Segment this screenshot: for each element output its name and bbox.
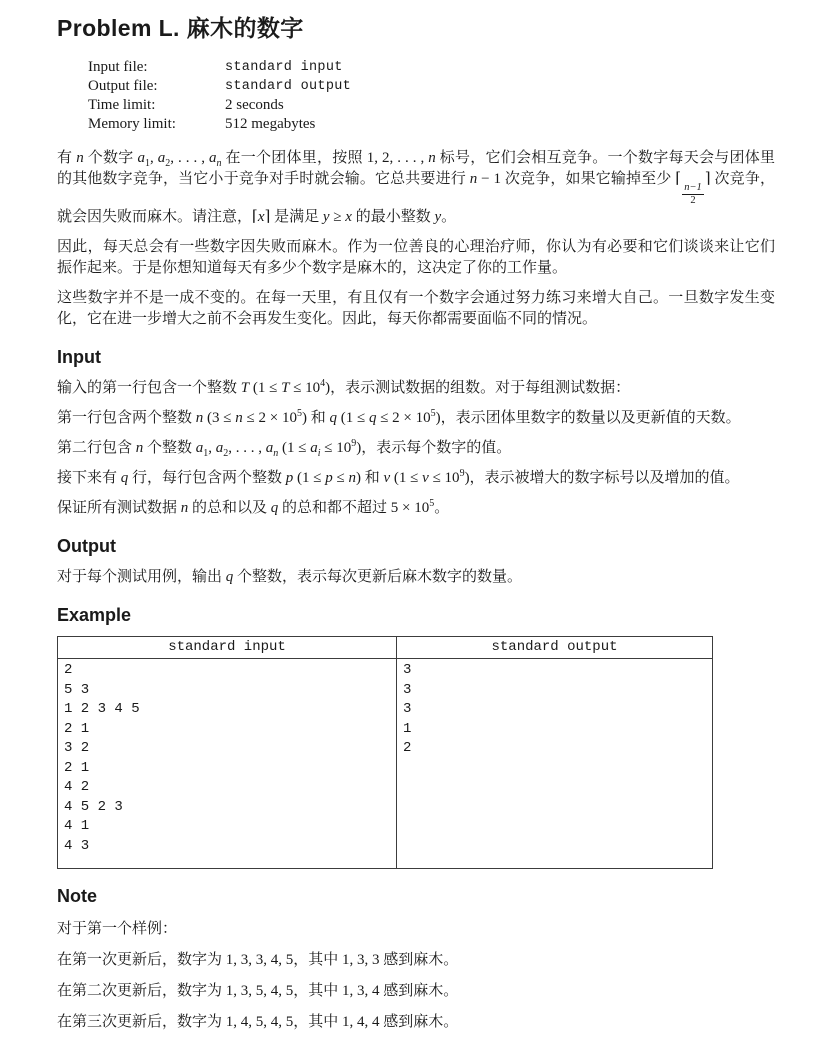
- math-token: 5: [429, 498, 435, 510]
- problem-title: Problem L. 麻木的数字: [57, 15, 304, 41]
- math-token: p: [325, 470, 333, 487]
- math-token: n: [273, 448, 279, 460]
- math-token: a: [215, 440, 224, 457]
- math-token: 4: [320, 378, 326, 390]
- code-line: 4 5 2 3: [64, 798, 123, 815]
- paragraph: 第二行包含 n 个整数 $a_1$, $a_2$, . . . , $a_n$ $(1 \le a_i \le 10^9)$，表示每个数字的值。: [57, 438, 512, 460]
- meta-value: 512 megabytes: [225, 116, 316, 132]
- math-token: p: [285, 470, 294, 487]
- example-table: [57, 636, 713, 869]
- math-token: n: [76, 150, 84, 166]
- meta-label: Time limit:: [88, 97, 156, 113]
- math-token: v: [422, 470, 429, 487]
- math-token: y: [322, 209, 330, 226]
- example-table-header-output: standard output: [397, 637, 713, 659]
- code-line: 1: [403, 720, 412, 737]
- problem-statement-body: [57, 148, 775, 330]
- code-line: 1 2 3 4 5: [64, 701, 140, 718]
- paragraph: 接下来有 q 行，每行包含两个整数 p (1 ≤ p ≤ n) 和 v $(1 \le v \le 10^9)$，表示被增大的数字标号以及增加的值。: [57, 468, 740, 487]
- paragraph: 对于每个测试用例，输出 q 个整数，表示每次更新后麻木数字的数量。: [57, 569, 523, 586]
- paragraph: 保证所有测试数据 n 的总和以及 q 的总和都不超过 $5 \times 10^5$。: [57, 498, 450, 517]
- math-token: 1: [203, 448, 209, 460]
- math-token: n: [428, 150, 436, 166]
- math-token: q: [120, 470, 129, 487]
- code-line: 3: [403, 681, 412, 698]
- meta-value: standard input: [225, 60, 343, 75]
- math-token: n: [348, 470, 356, 487]
- math-token: n: [195, 410, 204, 427]
- code-line: 4 3: [64, 837, 90, 854]
- code-line: 3 2: [64, 740, 90, 757]
- code-line: 3: [403, 701, 412, 718]
- section-heading-note: Note: [57, 886, 97, 907]
- math-token: n: [180, 500, 189, 517]
- code-line: 2 1: [64, 759, 90, 776]
- meta-label: Input file:: [88, 59, 148, 75]
- math-token: a: [265, 440, 274, 457]
- math-token: n: [235, 410, 243, 427]
- meta-row: [88, 115, 775, 134]
- code-line: 3: [403, 662, 412, 679]
- paragraph: 在第二次更新后，数字为 1, 3, 5, 4, 5，其中 1, 3, 4 感到麻木。: [57, 983, 459, 1000]
- paragraph: 在第三次更新后，数字为 1, 4, 5, 4, 5，其中 1, 4, 4 感到麻木。: [57, 1014, 459, 1031]
- code-line: 2 1: [64, 720, 90, 737]
- math-token: 2: [165, 158, 171, 169]
- paragraph: 对于第一个样例：: [57, 921, 178, 938]
- meta-block: [88, 58, 775, 134]
- meta-value: 2 seconds: [225, 97, 284, 113]
- math-token: i: [317, 448, 321, 460]
- paragraph: 因此，每天总会有一些数字因失败而麻木。作为一位善良的心理治疗师，你认为有必要和它们谈谈来让它们振作起来。于是你想知道每天有多少个数字是麻木的，这决定了你的工作量。: [57, 239, 775, 277]
- meta-label: Memory limit:: [88, 116, 176, 132]
- paragraph: 输入的第一行包含一个整数 T $(1 \le T \le 10^4)$，表示测试数据的组数。对于每组测试数据：: [57, 378, 631, 397]
- example-table-header-input: standard input: [58, 637, 397, 659]
- example-output-cell: [397, 659, 713, 869]
- code-line: 5 3: [64, 681, 90, 698]
- math-token: x: [257, 209, 265, 226]
- math-token: a: [195, 440, 204, 457]
- meta-row: [88, 96, 775, 115]
- math-token: n: [135, 440, 144, 457]
- input-section-body: [57, 378, 775, 519]
- math-token: q: [225, 569, 234, 586]
- section-heading-example: Example: [57, 605, 132, 626]
- paragraph: 第一行包含两个整数 n $(3 \le n \le 2 \times 10^5)$ 和 q $(1 \le q \le 2 \times 10^5)$，表示团体里数字的数量以及更新值的天数。: [57, 408, 741, 427]
- meta-row: [88, 77, 775, 96]
- paragraph: 这些数字并不是一成不变的。在每一天里，有且仅有一个数字会通过努力练习来增大自己。一旦数字发生变化，它在进一步增大之前不会再发生变化。因此，每天你都需要面临不同的情况。: [57, 290, 775, 328]
- meta-row: [88, 58, 775, 77]
- math-token: n: [216, 158, 222, 169]
- math-token: y: [434, 209, 442, 226]
- example-input-cell: [58, 659, 397, 869]
- math-token: a: [157, 150, 166, 166]
- math-token: q: [270, 500, 279, 517]
- paragraph: 有 n 个数字 $a_1$, $a_2$, . . . , $a_n$ 在一个团体里，按照 1, 2, . . . , n 标号，它们会相互竞争。一个数字每天会与团体里的其他数字竞争，当它小于竞争对手时就会输。它总共要进行 n − 1 次竞争，如果它输掉至少 ⌈ $\frac{n-1}{2}$ ⌉ 次竞争，就会因失败而麻木。请注意，⌈x⌉ 是满足 y ≥ x 的最小整数 y。: [57, 150, 775, 226]
- note-section-body: [57, 917, 775, 1035]
- math-token: n: [469, 171, 478, 187]
- math-token: a: [310, 440, 318, 457]
- math-token: a: [137, 150, 145, 166]
- code-line: 4 1: [64, 818, 90, 835]
- math-token: T: [240, 380, 250, 397]
- paragraph: 在第一次更新后，数字为 1, 3, 3, 4, 5，其中 1, 3, 3 感到麻木。: [57, 952, 459, 969]
- math-fraction: $\frac{n-1}{2}$: [684, 182, 702, 207]
- math-token: 9: [351, 438, 357, 450]
- math-token: q: [368, 410, 377, 427]
- math-token: 1: [145, 158, 150, 169]
- math-token: a: [209, 150, 217, 166]
- section-heading-output: Output: [57, 536, 116, 557]
- math-token: x: [345, 209, 352, 226]
- section-heading-input: Input: [57, 347, 101, 368]
- code-line: 2: [64, 662, 73, 679]
- code-line: 2: [403, 740, 412, 757]
- math-token: 5: [296, 408, 302, 420]
- math-token: T: [281, 380, 290, 397]
- math-token: q: [329, 410, 337, 427]
- meta-label: Output file:: [88, 78, 158, 94]
- math-token: 2: [223, 448, 229, 460]
- code-line: 4 2: [64, 779, 90, 796]
- math-token: 9: [459, 468, 465, 480]
- math-token: v: [383, 470, 391, 487]
- meta-value: standard output: [225, 79, 352, 94]
- math-token: 5: [430, 408, 436, 420]
- output-section-body: [57, 567, 775, 588]
